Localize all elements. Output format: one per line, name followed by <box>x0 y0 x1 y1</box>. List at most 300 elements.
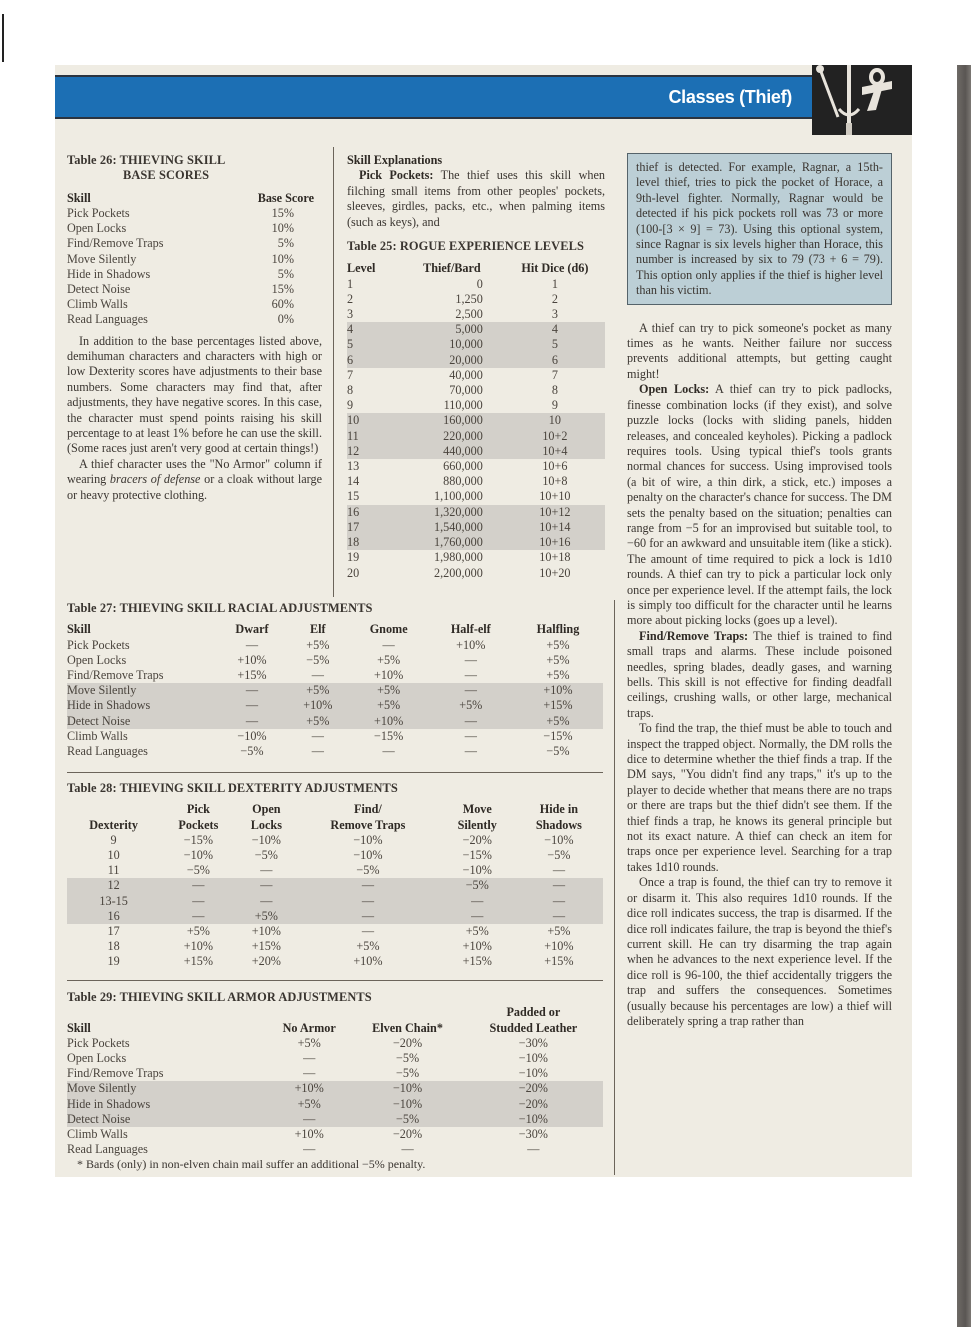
table-row <box>347 505 605 520</box>
table-cell: — <box>527 1142 540 1157</box>
chapter-title: Classes (Thief) <box>668 87 792 107</box>
table-cell: 1,760,000 <box>399 535 505 550</box>
table-cell: 10+2 <box>505 429 605 444</box>
table-cell: +10% <box>237 652 267 667</box>
paragraph: Open Locks: A thief can try to pick padlocks, finesse combination locks (if they exist), and solve puzzle locks (locks with sliding panels, hidden releases, and concealed keyholes). Picking a padlock requires tools. Using typical thief's tools grants normal chances for success. Using improvised tools (a bit of wire, a thin dirk, a stick, etc.) imposes a penalty on the character's chance for success. The DM sets the penalty based on the situation; penalties can range from −5 for an improvised but suitable tool, to −60 for an awkward and unsuitable item (like a stick). The amount of time required to pick a lock is 1d10 rounds. A thief can try to pick a particular lock only once per experience level. If the attempt fails, the lock is simply too difficult for the character until he learns more about picking locks (goes up a level). <box>627 382 892 628</box>
table-cell: +5% <box>186 924 210 939</box>
table-cell: 220,000 <box>399 429 505 444</box>
table-cell: 5,000 <box>399 322 505 337</box>
table-cell: 20,000 <box>399 353 505 368</box>
row-label: Pick Pockets <box>67 206 130 221</box>
column-header: Half-elf <box>450 622 491 637</box>
table-cell: — <box>296 878 440 893</box>
table-row <box>347 368 605 383</box>
table26-base-scores <box>67 191 322 328</box>
table-cell: +10% <box>456 637 486 652</box>
column-header: Locks <box>250 817 282 832</box>
table27-block <box>67 601 603 759</box>
row-label: 19 <box>347 550 360 565</box>
table-cell: — <box>515 909 603 924</box>
scan-edge-mark <box>2 14 4 62</box>
table-row <box>347 413 605 428</box>
row-label: 9 <box>110 832 117 847</box>
row-label: Detect Noise <box>67 714 217 729</box>
table-cell: −15% <box>462 848 492 863</box>
table-cell: 10+8 <box>542 474 568 489</box>
row-label: 1 <box>347 276 354 291</box>
row-label: Detect Noise <box>67 282 131 297</box>
table28-title: Table 28: THIEVING SKILL DEXTERITY ADJUSTMENTS <box>67 781 398 795</box>
column-header: Base Score <box>257 190 314 205</box>
row-label: 18 <box>347 535 399 550</box>
table-row <box>67 954 603 969</box>
column-header: No Armor <box>282 1020 336 1035</box>
table-cell: 10,000 <box>399 337 505 352</box>
table-cell: +5% <box>349 683 429 698</box>
table-row <box>67 909 603 924</box>
table-row <box>67 297 322 312</box>
table-cell: +5% <box>356 939 380 954</box>
row-label: 16 <box>67 909 160 924</box>
row-label: 3 <box>347 307 354 322</box>
table-cell: +10% <box>374 668 404 683</box>
row-label: Detect Noise <box>67 1112 267 1127</box>
left-column <box>67 153 322 503</box>
table-cell: +5% <box>546 652 570 667</box>
table-cell: — <box>515 878 603 893</box>
table28-block <box>67 781 603 970</box>
table-cell: +5% <box>547 924 571 939</box>
row-label: Open Locks <box>67 1051 127 1066</box>
table-cell: — <box>311 668 324 683</box>
table-cell: +10% <box>183 939 213 954</box>
column-header: Find/ <box>354 802 382 817</box>
row-label: Hide in Shadows <box>67 1097 267 1112</box>
table-cell: — <box>296 894 440 909</box>
table-cell: +5% <box>546 637 570 652</box>
row-label: Move Silently <box>67 1081 267 1096</box>
table-cell: −5% <box>395 1066 420 1081</box>
table-cell: 10+20 <box>539 565 571 580</box>
table-cell: +5% <box>377 652 401 667</box>
table-cell: — <box>382 744 395 759</box>
table29-title: Table 29: THIEVING SKILL ARMOR ADJUSTMENTS <box>67 990 372 1004</box>
table-cell: +15% <box>251 939 281 954</box>
column-header <box>351 1005 463 1020</box>
table-cell: −10% <box>544 832 574 847</box>
column-header: Elf <box>310 622 326 637</box>
table-cell: +5% <box>546 668 570 683</box>
table-cell: 10+16 <box>505 535 605 550</box>
table-cell: 0 <box>476 276 483 291</box>
row-label: Read Languages <box>67 312 148 327</box>
table27-racial-adjustments <box>67 622 603 759</box>
table-row <box>67 714 603 729</box>
table-cell: +5% <box>287 714 349 729</box>
table-cell: 1,320,000 <box>399 505 505 520</box>
table-cell: 10+4 <box>505 444 605 459</box>
table-cell: +15% <box>544 954 574 969</box>
table-cell: +10% <box>267 1081 351 1096</box>
table-row <box>347 520 605 535</box>
paragraph: Pick Pockets: The thief uses this skill when filching small items from other peoples' pockets, sleeves, girdles, packs, etc., when palming items (such as keys), and <box>347 168 605 229</box>
table-row <box>67 1066 603 1081</box>
table-cell: −10% <box>183 848 213 863</box>
table-row <box>67 698 603 713</box>
table-cell: 1,250 <box>455 291 483 306</box>
row-label: 5 <box>347 337 399 352</box>
table-row <box>67 729 603 744</box>
chapter-header-band <box>55 75 812 119</box>
table-cell: — <box>160 878 236 893</box>
table-cell: — <box>429 714 513 729</box>
row-label: 4 <box>347 322 399 337</box>
row-label: Climb Walls <box>67 297 128 312</box>
table-cell: 660,000 <box>443 459 483 474</box>
table-cell: — <box>296 909 440 924</box>
row-label: Move Silently <box>67 251 137 266</box>
book-page <box>55 65 912 1177</box>
table-row <box>67 1051 603 1066</box>
column-header: Open <box>252 802 281 817</box>
row-label: 11 <box>107 863 120 878</box>
table-cell: — <box>303 1051 316 1066</box>
column-header <box>67 802 160 817</box>
table-cell: −5% <box>440 878 515 893</box>
row-label: 8 <box>347 383 354 398</box>
table-cell: +15% <box>183 954 213 969</box>
table-row <box>67 878 603 893</box>
table-cell: +10% <box>544 939 574 954</box>
row-label: Pick Pockets <box>67 637 130 652</box>
table-cell: 4 <box>505 322 605 337</box>
table27-title: Table 27: THIEVING SKILL RACIAL ADJUSTMENTS <box>67 601 373 615</box>
table-cell: 3 <box>551 307 558 322</box>
row-label: 9 <box>347 398 354 413</box>
row-label: Read Languages <box>67 744 148 759</box>
table-cell: — <box>303 1142 316 1157</box>
table-row <box>347 307 605 322</box>
table-cell: −20% <box>392 1127 423 1142</box>
table-cell: 10 <box>505 413 605 428</box>
table-cell: +5% <box>237 909 297 924</box>
table-cell: 160,000 <box>399 413 505 428</box>
table-cell: — <box>217 698 287 713</box>
row-label: Read Languages <box>67 1142 148 1157</box>
paragraph: To find the trap, the thief must be able to touch and inspect the trapped object. Normally, the DM rolls the dice to determine whether the thief finds a trap. If the DM says, "You didn't find any traps," it's up to the player to decide whether that means there are no traps or there are traps but the thief didn't see them. If the thief finds a trap, he knows its general principle but not its exact nature. A thief can check an item for traps once per experience level. Searching for a trap takes 1d10 rounds. <box>627 721 892 874</box>
table-cell: — <box>361 924 375 939</box>
table-row <box>67 683 603 698</box>
table-row <box>67 206 322 221</box>
row-label: 12 <box>67 878 160 893</box>
table-cell: +20% <box>251 954 281 969</box>
table-cell: −5% <box>240 744 264 759</box>
table-cell: −15% <box>183 832 213 847</box>
table-cell: — <box>160 909 236 924</box>
column-header: Dexterity <box>89 817 138 832</box>
table-cell: 40,000 <box>449 367 483 382</box>
table-row <box>347 459 605 474</box>
table-cell: 10+18 <box>539 550 571 565</box>
table-cell: 1 <box>551 276 558 291</box>
row-label: Open Locks <box>67 221 127 236</box>
table-row <box>67 744 603 759</box>
table-cell: +10% <box>462 939 492 954</box>
column-header: Hide in <box>539 802 579 817</box>
table-row <box>67 863 603 878</box>
table-cell: +10% <box>513 683 603 698</box>
table-cell: −10% <box>251 832 281 847</box>
row-label: 14 <box>347 474 360 489</box>
table-row <box>67 1081 603 1096</box>
table-cell: +10% <box>353 954 383 969</box>
paragraph: A thief character uses the "No Armor" column if wearing bracers of defense or a cloak without large or heavy protective clothing. <box>67 456 322 502</box>
row-label: 17 <box>107 924 120 939</box>
table-cell: — <box>260 863 273 878</box>
row-label: Climb Walls <box>67 728 128 743</box>
column-header: Hit Dice (d6) <box>521 261 589 276</box>
column-header: Halfling <box>536 622 580 637</box>
row-label: 13-15 <box>67 894 160 909</box>
column-header: Remove Traps <box>330 817 406 832</box>
row-label: Open Locks <box>67 652 127 667</box>
paragraph: Find/Remove Traps: The thief is trained to find small traps and alarms. These include poisoned needles, spring blades, deadly gases, and warning bells. This skill is not effective for finding deadfall ceilings, crushing walls, or other large, mechanical traps. <box>627 628 892 720</box>
table-cell: +5% <box>306 637 330 652</box>
row-label: 17 <box>347 520 399 535</box>
table-cell: 15% <box>271 282 294 297</box>
row-label: 12 <box>347 444 399 459</box>
table-cell: −20% <box>464 1081 603 1096</box>
table-cell: — <box>311 744 324 759</box>
table-cell: — <box>160 894 236 909</box>
table-row <box>347 383 605 398</box>
table-cell: −5% <box>395 1051 420 1066</box>
table-cell: — <box>311 728 324 743</box>
table25-experience-levels <box>347 261 605 580</box>
table-cell: 10+14 <box>505 520 605 535</box>
row-label: 16 <box>347 505 399 520</box>
table-cell: −10% <box>351 1097 463 1112</box>
table-cell: 5% <box>277 236 294 251</box>
table-cell: 2,200,000 <box>434 565 483 580</box>
table-row <box>347 550 605 565</box>
row-label: Climb Walls <box>67 1127 128 1142</box>
table-cell: — <box>464 668 477 683</box>
table-cell: −5% <box>186 863 210 878</box>
table-row <box>67 252 322 267</box>
table-cell: 10% <box>271 251 294 266</box>
row-label: 7 <box>347 367 354 382</box>
table-cell: 10+12 <box>505 505 605 520</box>
table-row <box>67 236 322 251</box>
table-cell: 9 <box>551 398 558 413</box>
table-cell: 60% <box>271 297 294 312</box>
table-separator <box>67 980 603 981</box>
table-cell: +5% <box>429 698 513 713</box>
table-cell: −10% <box>464 1112 603 1127</box>
middle-column <box>347 153 605 581</box>
row-label: 2 <box>347 291 354 306</box>
table-cell: — <box>429 683 513 698</box>
row-label: 15 <box>347 489 360 504</box>
table-cell: — <box>382 637 395 652</box>
row-label: Find/Remove Traps <box>67 668 164 683</box>
table-cell: +10% <box>294 1127 324 1142</box>
right-column <box>627 153 892 1029</box>
table-cell: +5% <box>349 698 429 713</box>
table-cell: — <box>515 894 603 909</box>
table-row <box>347 322 605 337</box>
table29-block <box>67 990 603 1173</box>
row-label: 13 <box>347 459 360 474</box>
column-header: Skill <box>67 622 91 637</box>
column-header: Elven Chain* <box>372 1020 443 1035</box>
table-row <box>67 924 603 939</box>
table-cell: — <box>401 1142 414 1157</box>
table-cell: — <box>552 863 565 878</box>
table-cell: 1,540,000 <box>399 520 505 535</box>
table-row <box>67 1127 603 1142</box>
table25-title: Table 25: ROGUE EXPERIENCE LEVELS <box>347 239 584 254</box>
table-cell: −10% <box>353 832 383 847</box>
optional-rule-box <box>627 153 892 305</box>
table-cell: 440,000 <box>399 444 505 459</box>
table-cell: 10+10 <box>539 489 571 504</box>
table26-title: Table 26: THIEVING SKILL BASE SCORES <box>67 153 226 183</box>
table-row <box>67 894 603 909</box>
thief-class-icon <box>812 65 912 135</box>
table-row <box>347 353 605 368</box>
table-cell: — <box>245 637 259 652</box>
column-header <box>267 1005 351 1020</box>
table-row <box>347 535 605 550</box>
paragraph: In addition to the base percentages listed above, demihuman characters and characters with high or low Dexterity scores have adjustments to their base numbers. Some characters may find that, after adjustments, they have negative scores. In this case, the character must spend points raising his skill percentage to at least 1% before he can use the skill. (Some races just aren't very good at certain things!) <box>67 333 322 456</box>
table-cell: — <box>440 909 515 924</box>
row-label: 18 <box>107 939 120 954</box>
table-row <box>347 444 605 459</box>
row-label: 10 <box>347 413 399 428</box>
table-cell: 2,500 <box>455 307 483 322</box>
staff-sword-ankh-icon <box>812 65 912 135</box>
table-cell: 15% <box>271 206 294 221</box>
table-row <box>347 474 605 489</box>
table-cell: −20% <box>462 832 492 847</box>
table-cell: −15% <box>543 728 573 743</box>
table29-footnote: * Bards (only) in non-elven chain mail suffer an additional −5% penalty. <box>77 1157 426 1172</box>
table-row <box>67 848 603 863</box>
table-row <box>67 1097 603 1112</box>
table-cell: — <box>464 728 477 743</box>
table-row <box>67 1036 603 1051</box>
column-header: Shadows <box>535 817 582 832</box>
table-row <box>67 668 603 683</box>
table-row <box>67 267 322 282</box>
table-cell: −10% <box>237 728 267 743</box>
table-cell: +5% <box>287 683 349 698</box>
table-cell: +10% <box>349 714 429 729</box>
paragraph: Once a trap is found, the thief can try to remove it or disarm it. This also requires 1d10 rounds. If the dice roll indicates success, the trap is disarmed. If the dice roll indicates failure, the trap is beyond the thief's current skill. He can try disarming the trap again when he advances to the next experience level. If the dice roll is 96-100, the thief accidentally triggers the trap and suffers the consequences. Sometimes (usually because his percentages are low) a thief will deliberately spring a trap rather than <box>627 875 892 1028</box>
column-divider <box>614 600 615 1175</box>
table-cell: +5% <box>297 1035 321 1050</box>
table-cell: — <box>440 894 515 909</box>
table-cell: 2 <box>551 291 558 306</box>
table-row <box>67 1112 603 1127</box>
column-header: Dwarf <box>235 622 269 637</box>
table-cell: +15% <box>513 698 603 713</box>
table-cell: 5% <box>277 266 294 281</box>
row-label: 6 <box>347 353 399 368</box>
table-row <box>67 221 322 236</box>
table-cell: 1,100,000 <box>434 489 483 504</box>
table-cell: — <box>303 1066 316 1081</box>
table-row <box>67 1142 603 1157</box>
section-heading: Skill Explanations <box>347 153 443 167</box>
table-cell: −5% <box>254 848 278 863</box>
column-header: Gnome <box>369 622 408 637</box>
table-cell: — <box>464 744 477 759</box>
row-label: 19 <box>107 954 120 969</box>
column-header: Silently <box>457 817 497 832</box>
table-cell: 10+6 <box>542 459 568 474</box>
table-cell: 6 <box>505 353 605 368</box>
table29-armor-adjustments <box>67 1005 603 1157</box>
table-cell: −5% <box>351 1112 463 1127</box>
scan-binding-shadow <box>957 65 971 1327</box>
table-cell: +5% <box>267 1097 351 1112</box>
table-cell: — <box>217 683 287 698</box>
table-cell: +10% <box>251 924 281 939</box>
table-cell: −5% <box>546 744 570 759</box>
table-row <box>67 312 322 327</box>
table-row <box>67 653 603 668</box>
table-row <box>347 489 605 504</box>
table-row <box>347 337 605 352</box>
table-cell: −10% <box>351 1081 463 1096</box>
table-cell: +15% <box>237 668 267 683</box>
table-row <box>347 398 605 413</box>
table-row <box>347 292 605 307</box>
table-cell: 70,000 <box>449 383 483 398</box>
column-header: Skill <box>67 1020 91 1035</box>
column-header: Pick <box>186 802 210 817</box>
column-header: Padded or <box>506 1005 561 1020</box>
table-cell: — <box>217 714 287 729</box>
table-cell: +15% <box>462 954 492 969</box>
table-row <box>347 277 605 292</box>
table-cell: −30% <box>518 1035 548 1050</box>
table-cell: −20% <box>464 1097 603 1112</box>
table-row <box>67 939 603 954</box>
table-cell: — <box>267 1112 351 1127</box>
table-cell: −5% <box>306 652 330 667</box>
table-row <box>67 282 322 297</box>
table-cell: 110,000 <box>443 398 483 413</box>
table-cell: +10% <box>287 698 349 713</box>
column-header: Level <box>347 261 376 276</box>
paragraph: thief is detected. For example, Ragnar, a 15th-level thief, tries to pick the pocket of Horace, a 9th-level fighter. Normally, Ragnar would be detected if his pick pockets roll was 73 or more (100-[3 × 9] = 73). Using this optional system, since Ragnar is six levels higher than Horace, this number is increased by six to 79 (73 + 6 = 79). This option only applies if the thief is higher level than his victim. <box>636 160 883 298</box>
table-cell: 8 <box>551 383 558 398</box>
table28-dexterity-adjustments <box>67 802 603 969</box>
table-cell: 1,980,000 <box>434 550 483 565</box>
table-cell: +5% <box>513 714 603 729</box>
table-cell: −10% <box>462 863 492 878</box>
table-cell: −30% <box>518 1127 548 1142</box>
paragraph: A thief can try to pick someone's pocket as many times as he wants. Neither failure nor success prevents additional attempts, but getting caught might! <box>627 320 892 381</box>
table-cell: −10% <box>518 1066 548 1081</box>
table-cell: −5% <box>356 863 380 878</box>
row-label: 20 <box>347 565 360 580</box>
table-cell: — <box>237 894 297 909</box>
